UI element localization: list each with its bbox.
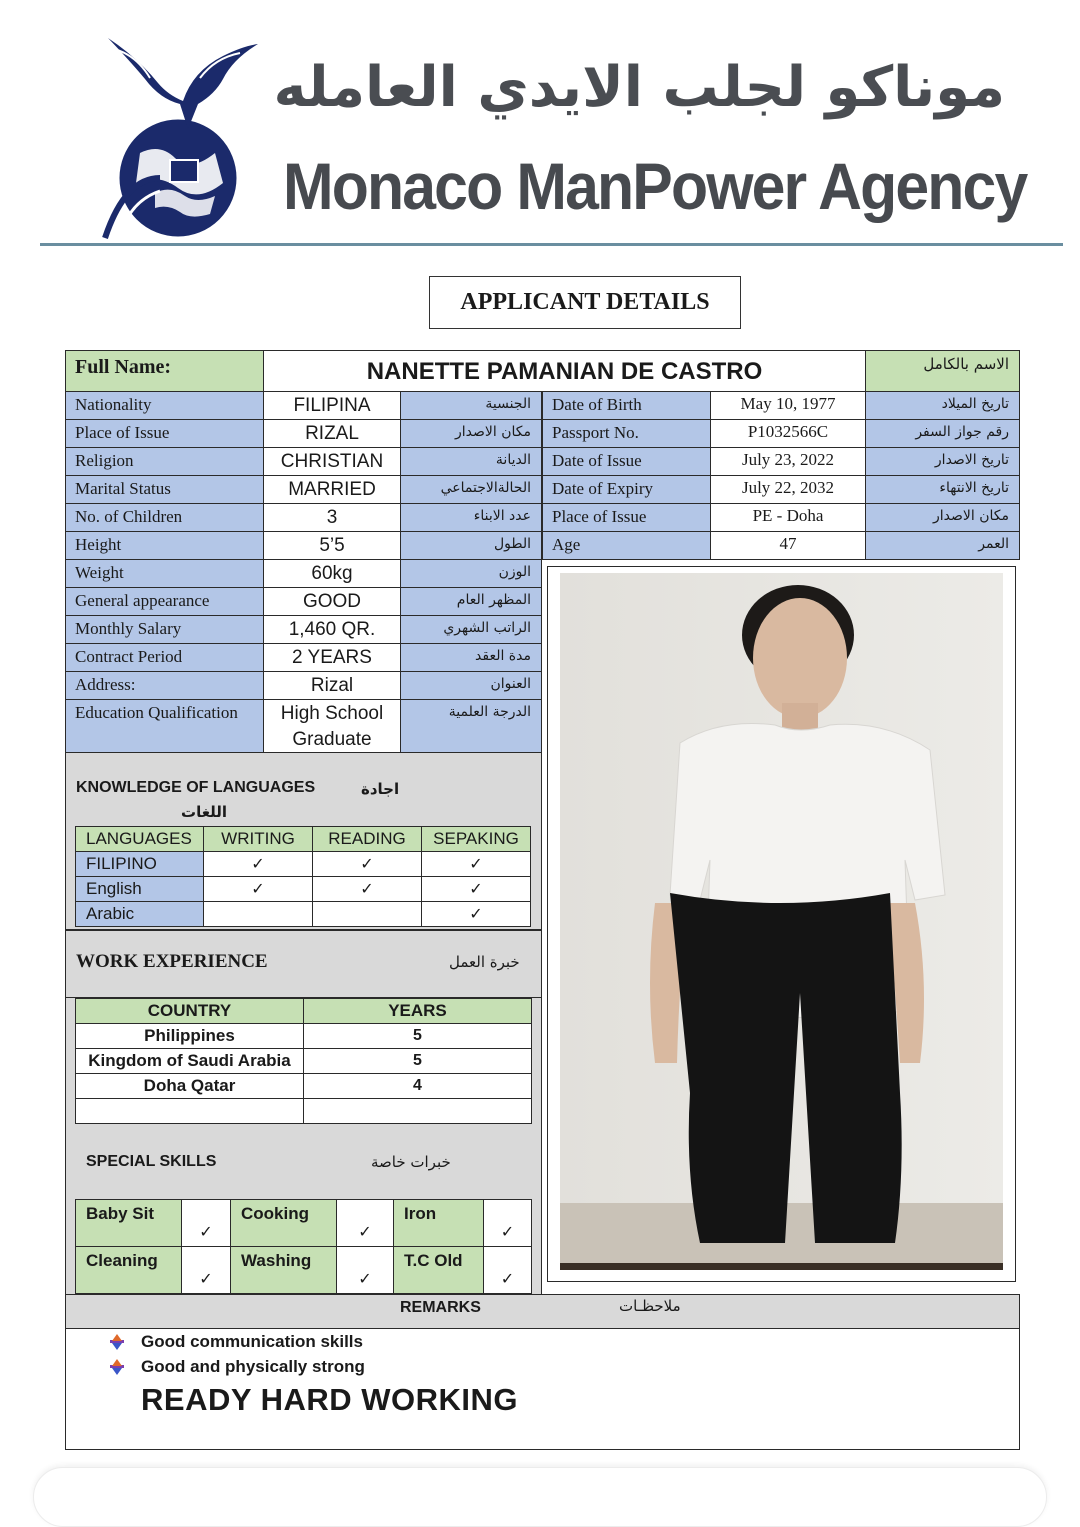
lang-check [203,901,313,927]
lang-name: Arabic [75,901,204,927]
languages-title-ar-1: اجادة [361,780,400,798]
field-label-ar: الوزن [400,559,542,588]
lang-check [312,901,422,927]
field-value: GOOD [263,587,401,616]
skill-check: ✓ [336,1246,394,1294]
field-label-ar: رقم جواز السفر [865,419,1020,448]
field-label: Passport No. [542,419,711,448]
field-label-ar: مكان الاصدار [400,419,542,448]
skill-name: T.C Old [393,1246,484,1294]
field-value: CHRISTIAN [263,447,401,476]
lang-name: FILIPINO [75,851,204,877]
lang-check: ✓ [312,851,422,877]
skills-title: SPECIAL SKILLS [86,1153,217,1170]
field-label-ar: مدة العقد [400,643,542,672]
field-label: Address: [65,671,264,700]
lang-header: READING [312,826,422,852]
field-label: Date of Expiry [542,475,711,504]
lang-check: ✓ [421,901,531,927]
skill-name: Baby Sit [75,1199,182,1247]
lang-name: English [75,876,204,902]
field-label-ar: الدرجة العلمية [400,699,542,753]
languages-title: KNOWLEDGE OF LANGUAGES [76,779,316,796]
field-label-ar: تاريخ الاصدار [865,447,1020,476]
work-title-ar: خبرة العمل [449,953,520,971]
lang-header: LANGUAGES [75,826,204,852]
header-divider [40,243,1063,246]
field-label-ar: الديانة [400,447,542,476]
skill-check: ✓ [483,1246,532,1294]
field-value: Rizal [263,671,401,700]
work-country: Kingdom of Saudi Arabia [75,1048,304,1074]
field-value: RIZAL [263,419,401,448]
work-title: WORK EXPERIENCE [76,951,268,972]
field-label: No. of Children [65,503,264,532]
remarks-title-ar: ملاحظـات [619,1297,681,1315]
page-title: APPLICANT DETAILS [429,276,741,329]
applicant-photo [560,573,1003,1270]
field-value: P1032566C [710,419,866,448]
field-value: 1,460 QR. [263,615,401,644]
work-header-country: COUNTRY [75,998,304,1024]
field-value: 5’5 [263,531,401,560]
field-label-ar: المظهر العام [400,587,542,616]
field-value: July 22, 2032 [710,475,866,504]
work-years: 5 [303,1023,532,1049]
lang-check: ✓ [421,876,531,902]
remarks-header [65,1294,1020,1329]
field-label: Monthly Salary [65,615,264,644]
field-value: 47 [710,531,866,560]
remarks-title: REMARKS [400,1299,481,1316]
field-label-ar: الحالةالاجتماعي [400,475,542,504]
work-country [75,1098,304,1124]
field-label-ar: العنوان [400,671,542,700]
work-years: 4 [303,1073,532,1099]
full-name-label: Full Name: [65,350,264,392]
full-name-value: NANETTE PAMANIAN DE CASTRO [263,350,866,392]
skill-check: ✓ [336,1199,394,1247]
lang-check: ✓ [203,851,313,877]
skill-check: ✓ [181,1246,231,1294]
lang-header: WRITING [203,826,313,852]
field-label-ar: تاريخ الانتهاء [865,475,1020,504]
field-value: 60kg [263,559,401,588]
lang-check: ✓ [421,851,531,877]
lang-header: SEPAKING [421,826,531,852]
lang-check: ✓ [312,876,422,902]
field-value: PE - Doha [710,503,866,532]
field-label: Marital Status [65,475,264,504]
field-label: Weight [65,559,264,588]
work-years: 5 [303,1048,532,1074]
field-label-ar: الراتب الشهري [400,615,542,644]
field-label: Education Qualification [65,699,264,753]
remark-item: Good communication skills [141,1332,363,1351]
field-label: Date of Birth [542,391,711,420]
field-value: 2 YEARS [263,643,401,672]
field-value-line: Graduate [292,729,372,750]
field-label: Place of Issue [65,419,264,448]
work-country: Doha Qatar [75,1073,304,1099]
field-value: May 10, 1977 [710,391,866,420]
remark-item: Good and physically strong [141,1357,365,1376]
field-label: Date of Issue [542,447,711,476]
field-label-ar: الجنسية [400,391,542,420]
field-value [263,699,401,753]
agency-name-arabic: موناكو لجلب الايدي العامله [273,55,1005,120]
field-label: Height [65,531,264,560]
field-label-ar: مكان الاصدار [865,503,1020,532]
field-label: Religion [65,447,264,476]
full-name-label-ar: الاسم بالكامل [865,350,1020,392]
field-value: MARRIED [263,475,401,504]
field-label: General appearance [65,587,264,616]
field-label: Contract Period [65,643,264,672]
field-label-ar: عدد الابناء [400,503,542,532]
agency-logo [100,28,260,243]
bottom-card-edge [33,1467,1047,1527]
field-label-ar: الطول [400,531,542,560]
arrow-bullet-icon [108,1332,126,1352]
field-value-line: High School [280,703,384,724]
remarks-highlight: READY HARD WORKING [141,1382,518,1417]
work-header-years: YEARS [303,998,532,1024]
field-label-ar: تاريخ الميلاد [865,391,1020,420]
field-value: July 23, 2022 [710,447,866,476]
skill-name: Cleaning [75,1246,182,1294]
languages-title-ar-2: اللغات [181,803,228,821]
agency-name-english: Monaco ManPower Agency [283,149,1027,223]
skill-name: Washing [230,1246,337,1294]
field-label-ar: العمر [865,531,1020,560]
field-label: Place of Issue [542,503,711,532]
work-country: Philippines [75,1023,304,1049]
field-label: Nationality [65,391,264,420]
arrow-bullet-icon [108,1357,126,1377]
lang-check: ✓ [203,876,313,902]
work-years [303,1098,532,1124]
skills-title-ar: خبرات خاصة [371,1153,451,1171]
field-value: 3 [263,503,401,532]
skill-name: Cooking [230,1199,337,1247]
applicant-table [65,350,1020,1450]
skill-check: ✓ [181,1199,231,1247]
skill-check: ✓ [483,1199,532,1247]
field-value: FILIPINA [263,391,401,420]
skill-name: Iron [393,1199,484,1247]
field-label: Age [542,531,711,560]
